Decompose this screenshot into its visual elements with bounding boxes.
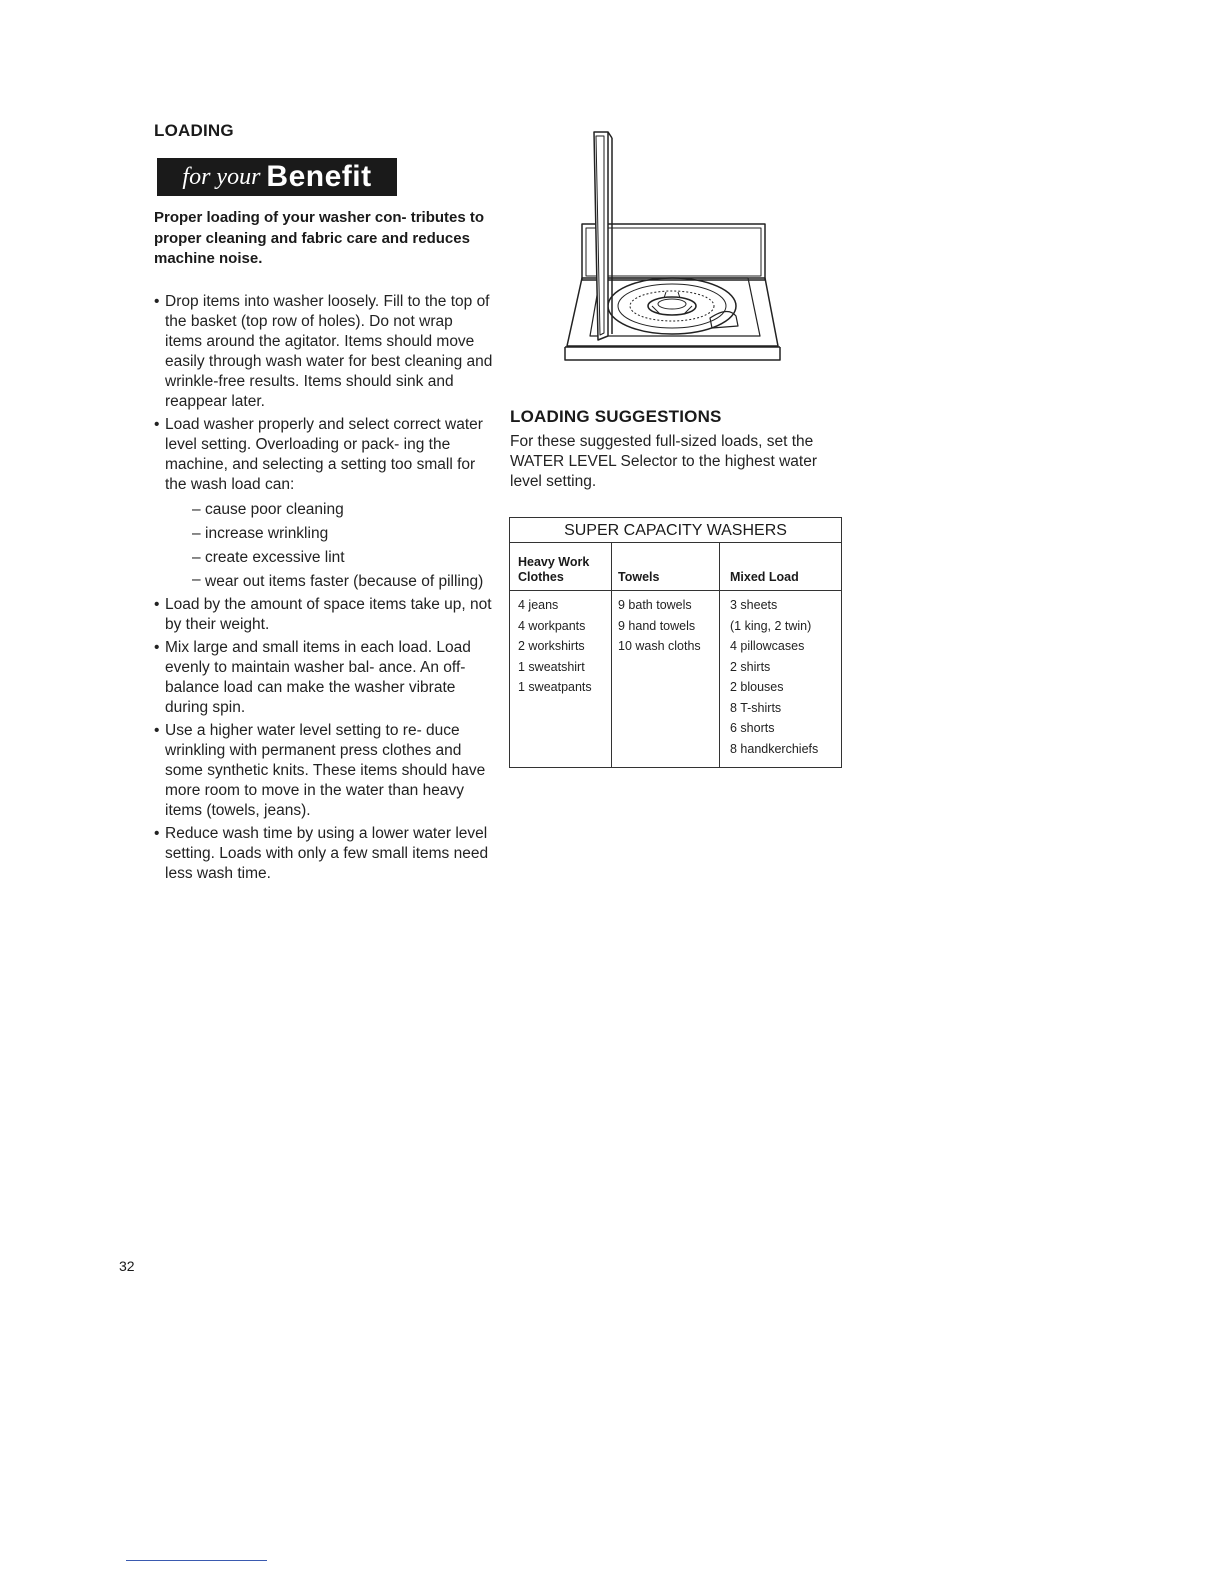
capacity-table <box>509 517 842 768</box>
footer-divider <box>126 1560 267 1561</box>
dash-icon: – <box>192 571 201 588</box>
table-cell: 4 jeans <box>518 598 559 612</box>
washer-illustration <box>560 128 790 373</box>
bullet-icon: • <box>154 639 160 656</box>
dash-icon: – <box>192 501 201 518</box>
sub-bullet-text: create excessive lint <box>205 549 345 566</box>
suggestions-heading: LOADING SUGGESTIONS <box>510 407 722 426</box>
table-cell: 4 workpants <box>518 618 586 633</box>
table-cell: 1 sweatpants <box>518 680 592 694</box>
bullet-icon: • <box>154 416 160 433</box>
bullet-icon: • <box>154 722 160 739</box>
table-cell: 2 shirts <box>730 659 771 674</box>
table-cell: 10 wash cloths <box>618 639 701 653</box>
badge-bold-text: Benefit <box>266 160 372 193</box>
overload-effects-list <box>165 498 494 592</box>
table-title: SUPER CAPACITY WASHERS <box>510 518 841 543</box>
bullet-icon: • <box>154 293 160 310</box>
table-cell: 2 blouses <box>730 680 784 694</box>
table-column-heavy-work <box>510 543 611 767</box>
bullet-text: Use a higher water level setting to re- duce wrinkling with permanent press clothes and some synthetic knits. These items should have more room to move in the water than heavy items (towels, jeans). <box>165 722 486 819</box>
bullet-icon: • <box>154 596 160 613</box>
loading-tips-list <box>154 292 494 887</box>
for-your-benefit-badge <box>157 158 397 196</box>
page-number: 32 <box>119 1258 135 1274</box>
dash-icon: – <box>192 549 201 566</box>
table-cell: 9 hand towels <box>618 618 696 633</box>
table-cell: 1 sweatshirt <box>518 659 585 674</box>
list-item <box>154 721 494 821</box>
bullet-icon: • <box>154 825 160 842</box>
suggestions-paragraph: For these suggested full-sized loads, set the WATER LEVEL Selector to the highest water level setting. <box>510 433 817 490</box>
dash-icon: – <box>192 525 201 542</box>
table-cell: 8 T-shirts <box>730 700 782 715</box>
table-cell: 2 workshirts <box>518 639 585 653</box>
column-items <box>720 591 841 759</box>
column-header: Mixed Load <box>720 543 841 591</box>
page-title: LOADING <box>154 121 234 140</box>
list-item <box>154 824 494 884</box>
table-cell: 4 pillowcases <box>730 639 805 653</box>
table-cell: (1 king, 2 twin) <box>730 618 812 633</box>
bullet-text: Drop items into washer loosely. Fill to the top of the basket (top row of holes). Do not wrap items around the agitator. Items should move easily through wash water for best cleaning and wrinkle-free results. Items should sink and reappear later. <box>165 293 493 410</box>
list-item <box>154 415 494 592</box>
list-item <box>154 638 494 718</box>
table-column-towels <box>611 543 719 767</box>
table-cell: 9 bath towels <box>618 598 692 612</box>
column-items <box>510 591 611 698</box>
table-cell: 3 sheets <box>730 598 778 612</box>
table-cell: 8 handkerchiefs <box>730 741 819 756</box>
bullet-text: Mix large and small items in each load. Load evenly to maintain washer bal- ance. An off-balance load can make the washer vibrate during spin. <box>165 639 471 716</box>
column-header: Towels <box>612 543 719 591</box>
list-item <box>154 595 494 635</box>
column-items <box>612 591 719 657</box>
list-item <box>154 292 494 412</box>
table-column-mixed-load <box>719 543 841 767</box>
sub-list-item <box>192 570 494 592</box>
bullet-text: Load washer properly and select correct water level setting. Overloading or pack- ing the machine, and selecting a setting too small for the wash load can: <box>165 416 483 493</box>
sub-list-item <box>192 498 494 522</box>
bullet-text: Load by the amount of space items take up, not by their weight. <box>165 596 492 633</box>
sub-list-item <box>192 546 494 570</box>
table-cell: 6 shorts <box>730 721 775 735</box>
sub-bullet-text: increase wrinkling <box>205 525 329 542</box>
badge-italic-text: for your <box>182 163 261 190</box>
sub-bullet-text: wear out items faster (because of pilling) <box>205 573 484 590</box>
intro-paragraph: Proper loading of your washer con- tributes to proper cleaning and fabric care and reduces machine noise. <box>154 209 485 267</box>
sub-bullet-text: cause poor cleaning <box>205 501 344 518</box>
column-header: Heavy Work Clothes <box>510 543 611 591</box>
sub-list-item <box>192 522 494 546</box>
bullet-text: Reduce wash time by using a lower water level setting. Loads with only a few small items need less wash time. <box>165 825 489 882</box>
